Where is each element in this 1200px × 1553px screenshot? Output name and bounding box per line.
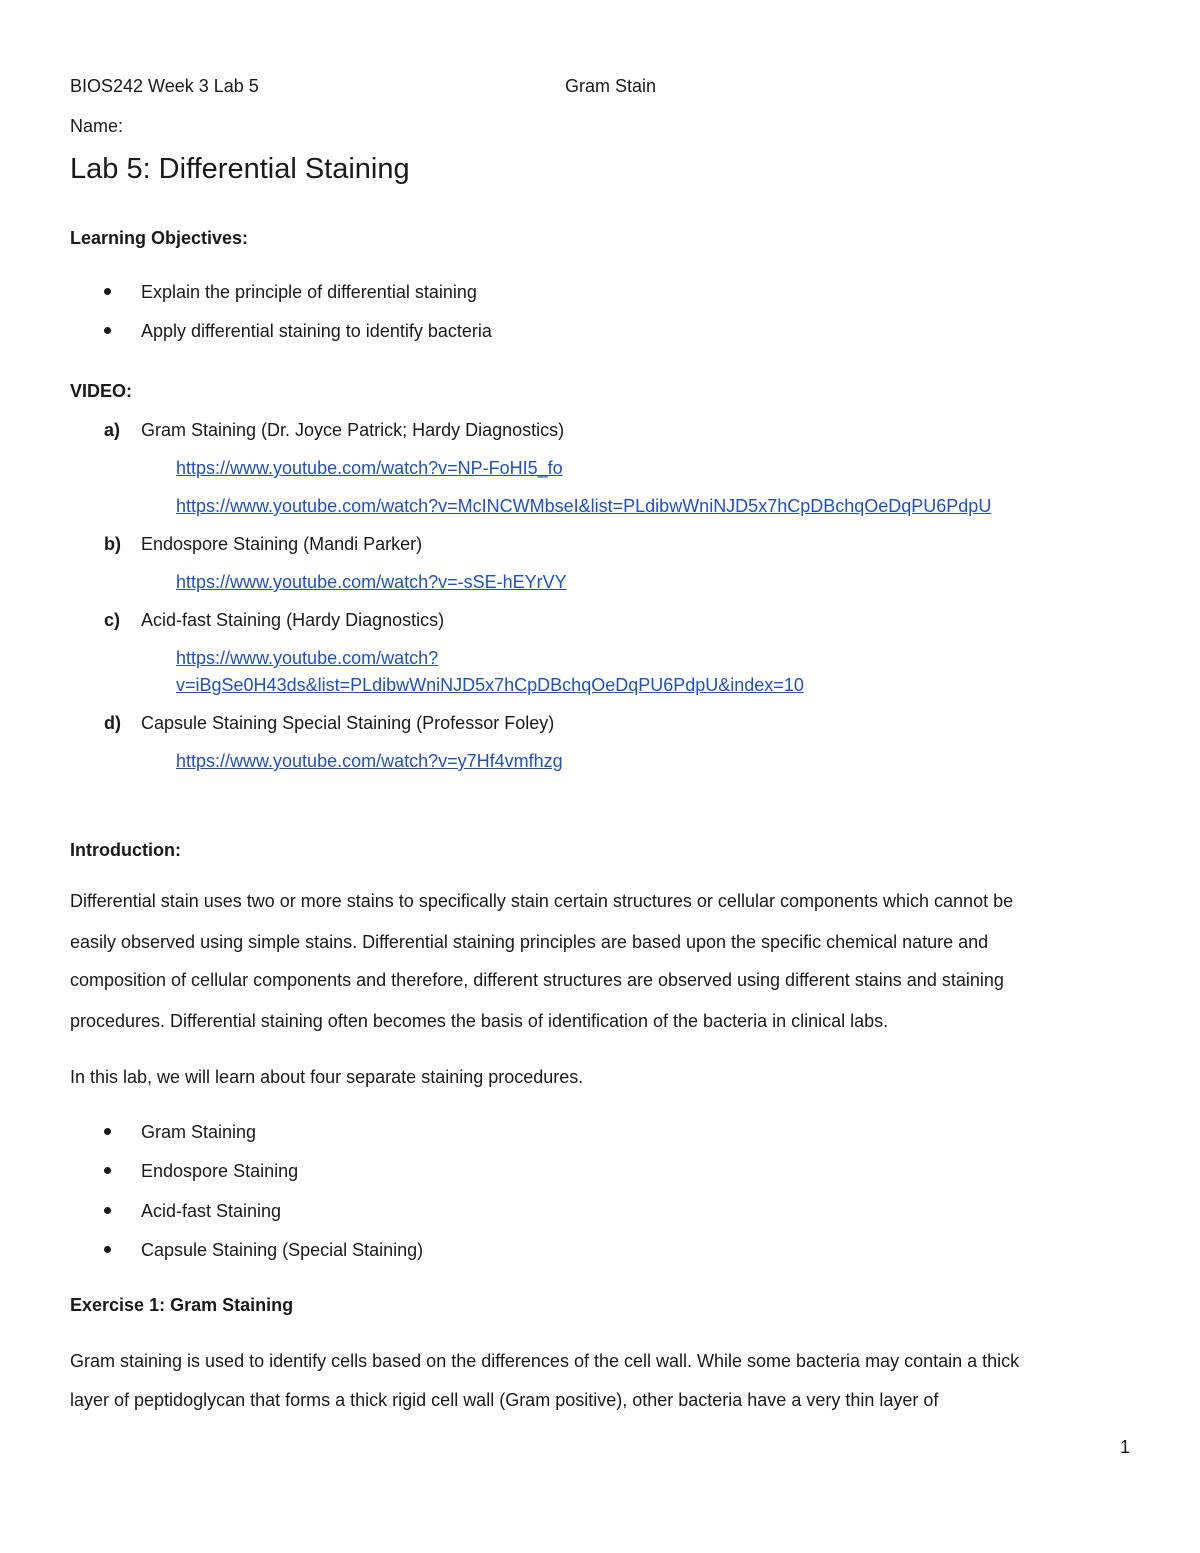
video-marker: c) — [104, 610, 121, 630]
bullet-icon — [104, 288, 111, 295]
procedure-item: Endospore Staining — [141, 1161, 299, 1181]
page-title: Lab 5: Differential Staining — [70, 153, 410, 185]
exercise1-line: Gram staining is used to identify cells based on the differences of the cell wall. While some bacteria may contain a thick — [70, 1351, 1020, 1371]
video-link[interactable]: v=iBgSe0H43ds&list=PLdibwWniNJD5x7hCpDBchqOeDqPU6PdpU&index=10 — [176, 675, 804, 695]
bullet-icon — [104, 1167, 111, 1174]
video-link[interactable]: https://www.youtube.com/watch? — [176, 648, 439, 668]
video-label: Endospore Staining (Mandi Parker) — [141, 534, 423, 554]
objective-item: Explain the principle of differential staining — [141, 282, 477, 302]
bullet-icon — [104, 1128, 111, 1135]
objective-item: Apply differential staining to identify bacteria — [141, 321, 492, 341]
video-link[interactable]: https://www.youtube.com/watch?v=McINCWMbseI&list=PLdibwWniNJD5x7hCpDBchqOeDqPU6PdpU — [176, 496, 992, 516]
objectives-heading: Learning Objectives: — [70, 228, 249, 248]
name-label: Name: — [70, 116, 124, 136]
header-right: Gram Stain — [565, 76, 657, 96]
intro-line: procedures. Differential staining often becomes the basis of identification of the bacteria in clinical labs. — [70, 1011, 889, 1031]
video-marker: b) — [104, 534, 121, 554]
procedure-item: Gram Staining — [141, 1122, 257, 1142]
video-label: Acid-fast Staining (Hardy Diagnostics) — [141, 610, 445, 630]
intro-line: composition of cellular components and therefore, different structures are observed using different stains and staining — [70, 970, 1004, 990]
video-link[interactable]: https://www.youtube.com/watch?v=-sSE-hEYrVY — [176, 572, 567, 592]
video-marker: a) — [104, 420, 121, 440]
intro-line: Differential stain uses two or more stains to specifically stain certain structures or cellular components which cannot be — [70, 891, 1014, 911]
video-link[interactable]: https://www.youtube.com/watch?v=NP-FoHI5_fo — [176, 458, 563, 478]
introduction-heading: Introduction: — [70, 840, 181, 860]
bullet-icon — [104, 1207, 111, 1214]
video-marker: d) — [104, 713, 121, 733]
video-label: Gram Staining (Dr. Joyce Patrick; Hardy Diagnostics) — [141, 420, 565, 440]
page-number: 1 — [1120, 1437, 1131, 1457]
bullet-icon — [104, 1246, 111, 1253]
video-link[interactable]: https://www.youtube.com/watch?v=y7Hf4vmfhzg — [176, 751, 563, 771]
bullet-icon — [104, 327, 111, 334]
video-label: Capsule Staining Special Staining (Professor Foley) — [141, 713, 555, 733]
exercise1-line: layer of peptidoglycan that forms a thick rigid cell wall (Gram positive), other bacteria have a very thin layer of — [70, 1390, 939, 1410]
procedure-item: Capsule Staining (Special Staining) — [141, 1240, 424, 1260]
header-left: BIOS242 Week 3 Lab 5 — [70, 76, 259, 96]
procedure-item: Acid-fast Staining — [141, 1201, 282, 1221]
exercise1-heading: Exercise 1: Gram Staining — [70, 1295, 294, 1315]
intro-line: easily observed using simple stains. Differential staining principles are based upon the specific chemical nature and — [70, 932, 989, 952]
video-heading: VIDEO: — [70, 381, 133, 401]
intro-four-procedures: In this lab, we will learn about four separate staining procedures. — [70, 1067, 584, 1087]
